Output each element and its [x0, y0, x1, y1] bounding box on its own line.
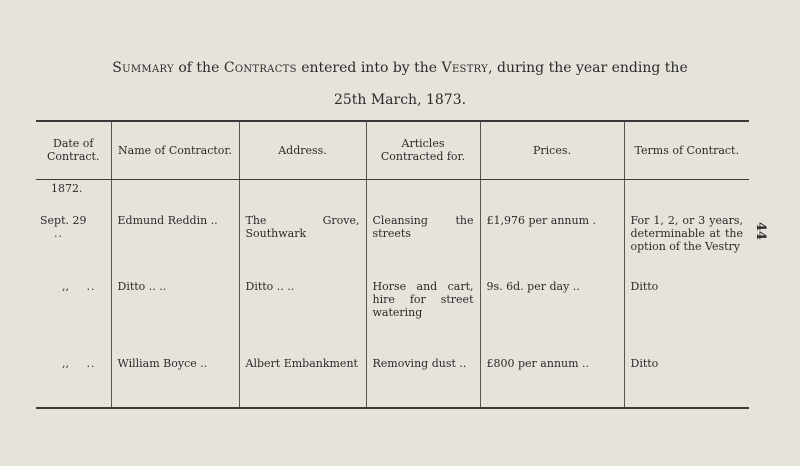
contractor-cell: Edmund Reddin ..: [111, 214, 239, 280]
date-cell: [36, 280, 111, 357]
title-rest: , during the year ending the: [488, 60, 688, 76]
year-cell: 1872.: [51, 181, 83, 195]
table-row: [36, 357, 749, 408]
contractor-cell: William Boyce ..: [111, 357, 239, 408]
title-summary: Summary: [112, 60, 174, 76]
date-leader: ..: [86, 279, 96, 293]
title-vestry: Vestry: [441, 60, 489, 76]
title-of: of the: [178, 60, 220, 76]
table-row: [36, 214, 749, 280]
header-contractor: Name of Contractor.: [111, 121, 239, 179]
articles-cell: Removing dust ..: [366, 357, 480, 408]
header-address: Address.: [239, 121, 366, 179]
date-cell: [36, 357, 111, 408]
header-terms: Terms of Contract.: [624, 121, 749, 179]
terms-cell: Ditto: [624, 357, 749, 408]
price-cell: £800 per annum ..: [480, 357, 624, 408]
address-cell: Albert Embankment: [239, 357, 366, 408]
terms-cell: Ditto: [624, 280, 749, 357]
header-row: [36, 121, 749, 179]
date-cell: [36, 214, 111, 280]
price-cell: £1,976 per annum .: [480, 214, 624, 280]
price-cell: 9s. 6d. per day ..: [480, 280, 624, 357]
articles-cell: Cleansing the streets: [366, 214, 480, 280]
table-row: [36, 280, 749, 357]
header-date: Date of Contract.: [36, 121, 111, 179]
date-leader: ..: [54, 226, 63, 240]
header-articles: Articles Contracted for.: [366, 121, 480, 179]
date-value: ,,: [62, 356, 69, 370]
page-number: 44: [753, 222, 768, 241]
document-title: [0, 52, 800, 116]
contracts-table: [36, 120, 749, 409]
terms-cell: For 1, 2, or 3 years, determinable at the option of the Vestry: [624, 214, 749, 280]
header-prices: Prices.: [480, 121, 624, 179]
date-leader: ..: [86, 356, 96, 370]
title-line-2: 25th March, 1873.: [333, 92, 467, 108]
articles-cell: Horse and cart, hire for street watering: [366, 280, 480, 357]
contractor-cell: Ditto .. ..: [111, 280, 239, 357]
date-value: ,,: [62, 279, 69, 293]
date-value: Sept. 29: [40, 213, 87, 227]
title-line-1: [0, 52, 800, 84]
address-cell: The Grove, Southwark: [239, 214, 366, 280]
year-row: [36, 179, 749, 214]
address-cell: Ditto .. ..: [239, 280, 366, 357]
title-contracts: Contracts: [223, 60, 297, 76]
title-entered: entered into by the: [301, 60, 438, 76]
